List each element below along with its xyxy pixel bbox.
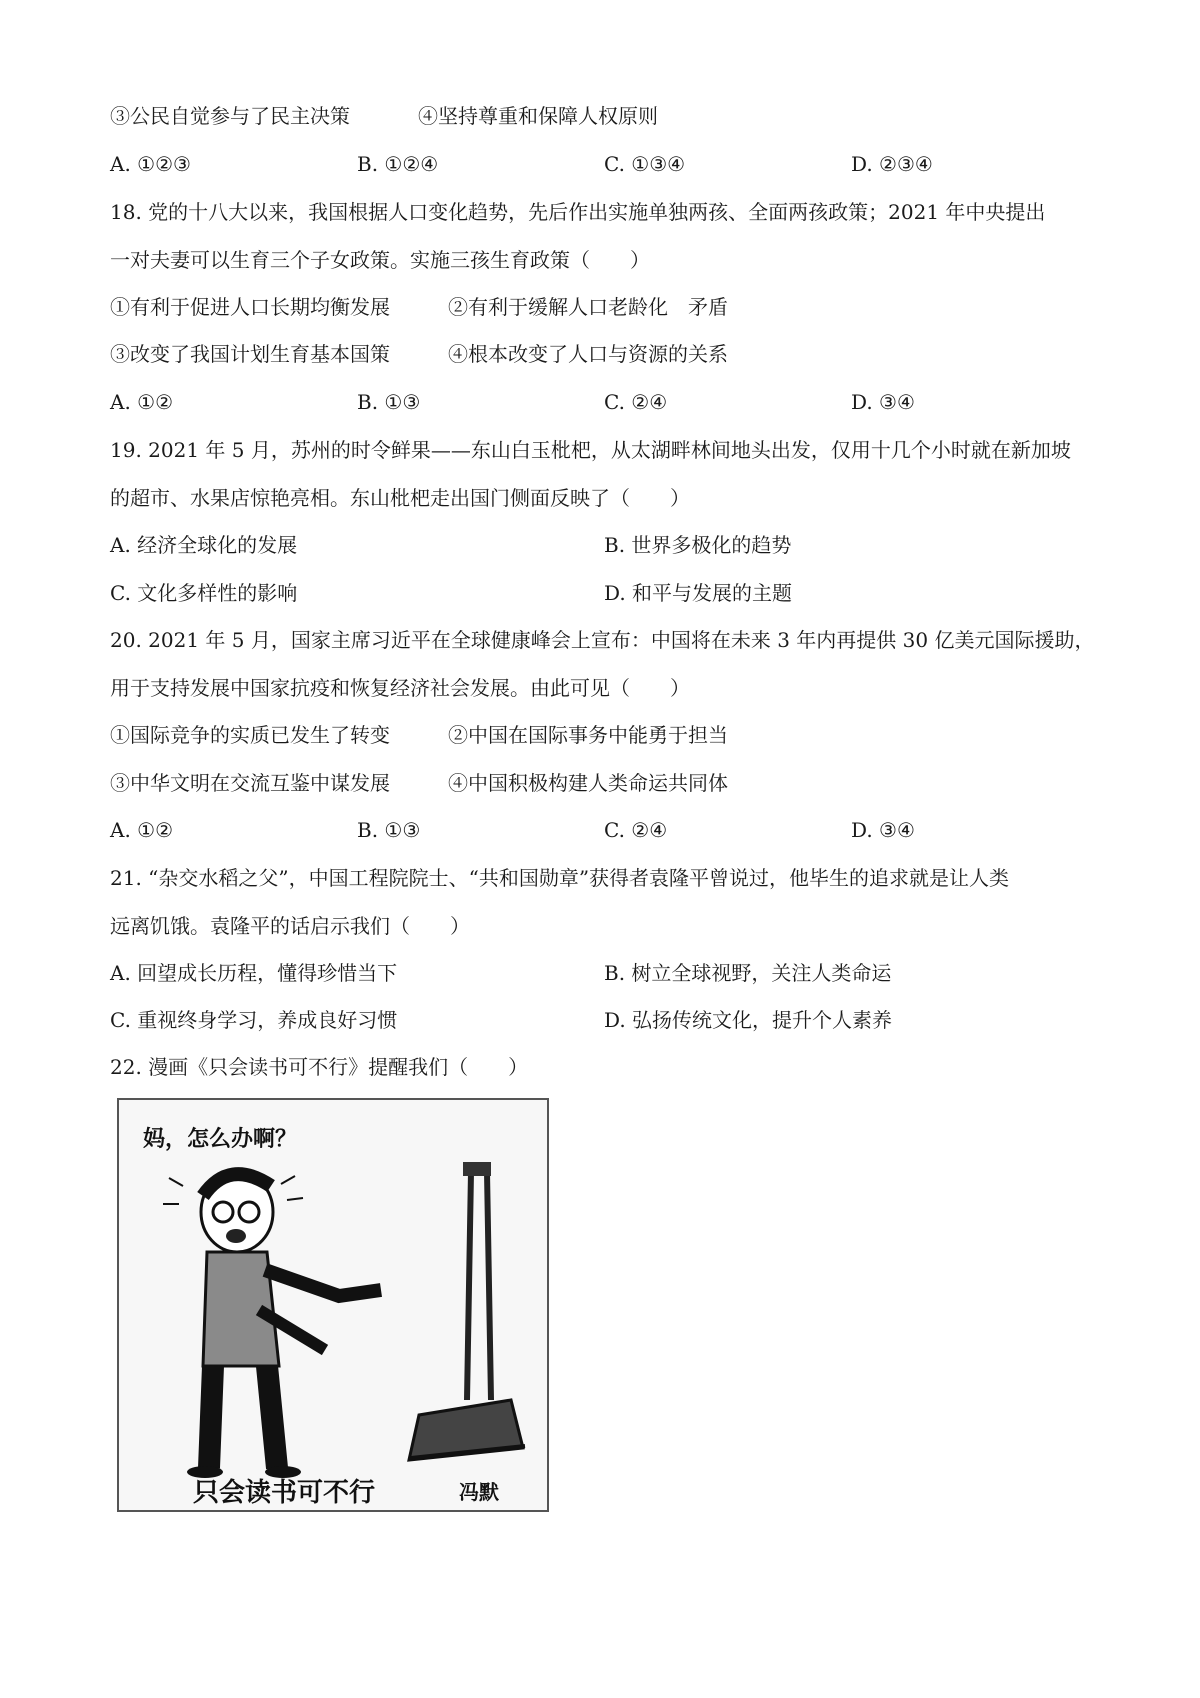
- q20-stem-line2: 用于支持发展中国家抗疫和恢复经济社会发展。由此可见（ ）: [110, 676, 690, 700]
- q20-item-4: ④中国积极构建人类命运共同体: [448, 771, 728, 795]
- q18-item-4: ④根本改变了人口与资源的关系: [448, 342, 728, 366]
- q20-option-d: D. ③④: [851, 818, 915, 842]
- q17-option-a: A. ①②③: [110, 152, 191, 176]
- q21-option-b: B. 树立全球视野，关注人类命运: [604, 961, 892, 985]
- q18-option-b: B. ①③: [357, 390, 421, 414]
- cartoon-signature: 冯默: [459, 1480, 499, 1504]
- q19-option-d: D. 和平与发展的主题: [604, 581, 793, 605]
- q19-option-a: A. 经济全球化的发展: [110, 533, 298, 557]
- q19-option-c: C. 文化多样性的影响: [110, 581, 298, 605]
- cartoon-caption: 只会读书可不行: [193, 1478, 376, 1508]
- q18-item-2: ②有利于缓解人口老龄化 矛盾: [448, 295, 728, 319]
- q20-stem-line1: 20. 2021 年 5 月，国家主席习近平在全球健康峰会上宣布：中国将在未来 3 年内再提供 30 亿美元国际援助，: [110, 628, 1095, 652]
- q17-item-4: ④坚持尊重和保障人权原则: [418, 104, 658, 128]
- q20-item-3: ③中华文明在交流互鉴中谋发展: [110, 771, 390, 795]
- q19-stem-line2: 的超市、水果店惊艳亮相。东山枇杷走出国门侧面反映了（ ）: [110, 486, 690, 510]
- q18-stem-line2: 一对夫妻可以生育三个子女政策。实施三孩生育政策（ ）: [110, 248, 650, 272]
- cartoon-drawing: [119, 1100, 547, 1510]
- q22-stem-line1: 22. 漫画《只会读书可不行》提醒我们（ ）: [110, 1055, 529, 1079]
- q17-option-d: D. ②③④: [851, 152, 933, 176]
- q18-item-3: ③改变了我国计划生育基本国策: [110, 342, 390, 366]
- q21-stem-line2: 远离饥饿。袁隆平的话启示我们（ ）: [110, 914, 470, 938]
- q21-option-c: C. 重视终身学习，养成良好习惯: [110, 1008, 398, 1032]
- q17-option-c: C. ①③④: [604, 152, 686, 176]
- q18-option-a: A. ①②: [110, 390, 174, 414]
- q20-option-a: A. ①②: [110, 818, 174, 842]
- q21-stem-line1: 21. “杂交水稻之父”，中国工程院院士、“共和国勋章”获得者袁隆平曾说过，他毕生的追求就是让人类: [110, 866, 1010, 890]
- q18-item-1: ①有利于促进人口长期均衡发展: [110, 295, 390, 319]
- q21-option-a: A. 回望成长历程，懂得珍惜当下: [110, 961, 398, 985]
- q18-stem-line1: 18. 党的十八大以来，我国根据人口变化趋势，先后作出实施单独两孩、全面两孩政策；2021 年中央提出: [110, 200, 1046, 224]
- q18-option-d: D. ③④: [851, 390, 915, 414]
- q20-item-1: ①国际竞争的实质已发生了转变: [110, 723, 390, 747]
- q17-item-3: ③公民自觉参与了民主决策: [110, 104, 350, 128]
- q19-stem-line1: 19. 2021 年 5 月，苏州的时令鲜果——东山白玉枇杷，从太湖畔林间地头出发，仅用十几个小时就在新加坡: [110, 438, 1071, 462]
- q20-option-c: C. ②④: [604, 818, 668, 842]
- q21-option-d: D. 弘扬传统文化，提升个人素养: [604, 1008, 893, 1032]
- q20-item-2: ②中国在国际事务中能勇于担当: [448, 723, 728, 747]
- q17-option-b: B. ①②④: [357, 152, 439, 176]
- q20-option-b: B. ①③: [357, 818, 421, 842]
- q18-option-c: C. ②④: [604, 390, 668, 414]
- cartoon-speech-text: 妈，怎么办啊？: [143, 1127, 298, 1152]
- q19-option-b: B. 世界多极化的趋势: [604, 533, 792, 557]
- cartoon-illustration: [117, 1098, 549, 1512]
